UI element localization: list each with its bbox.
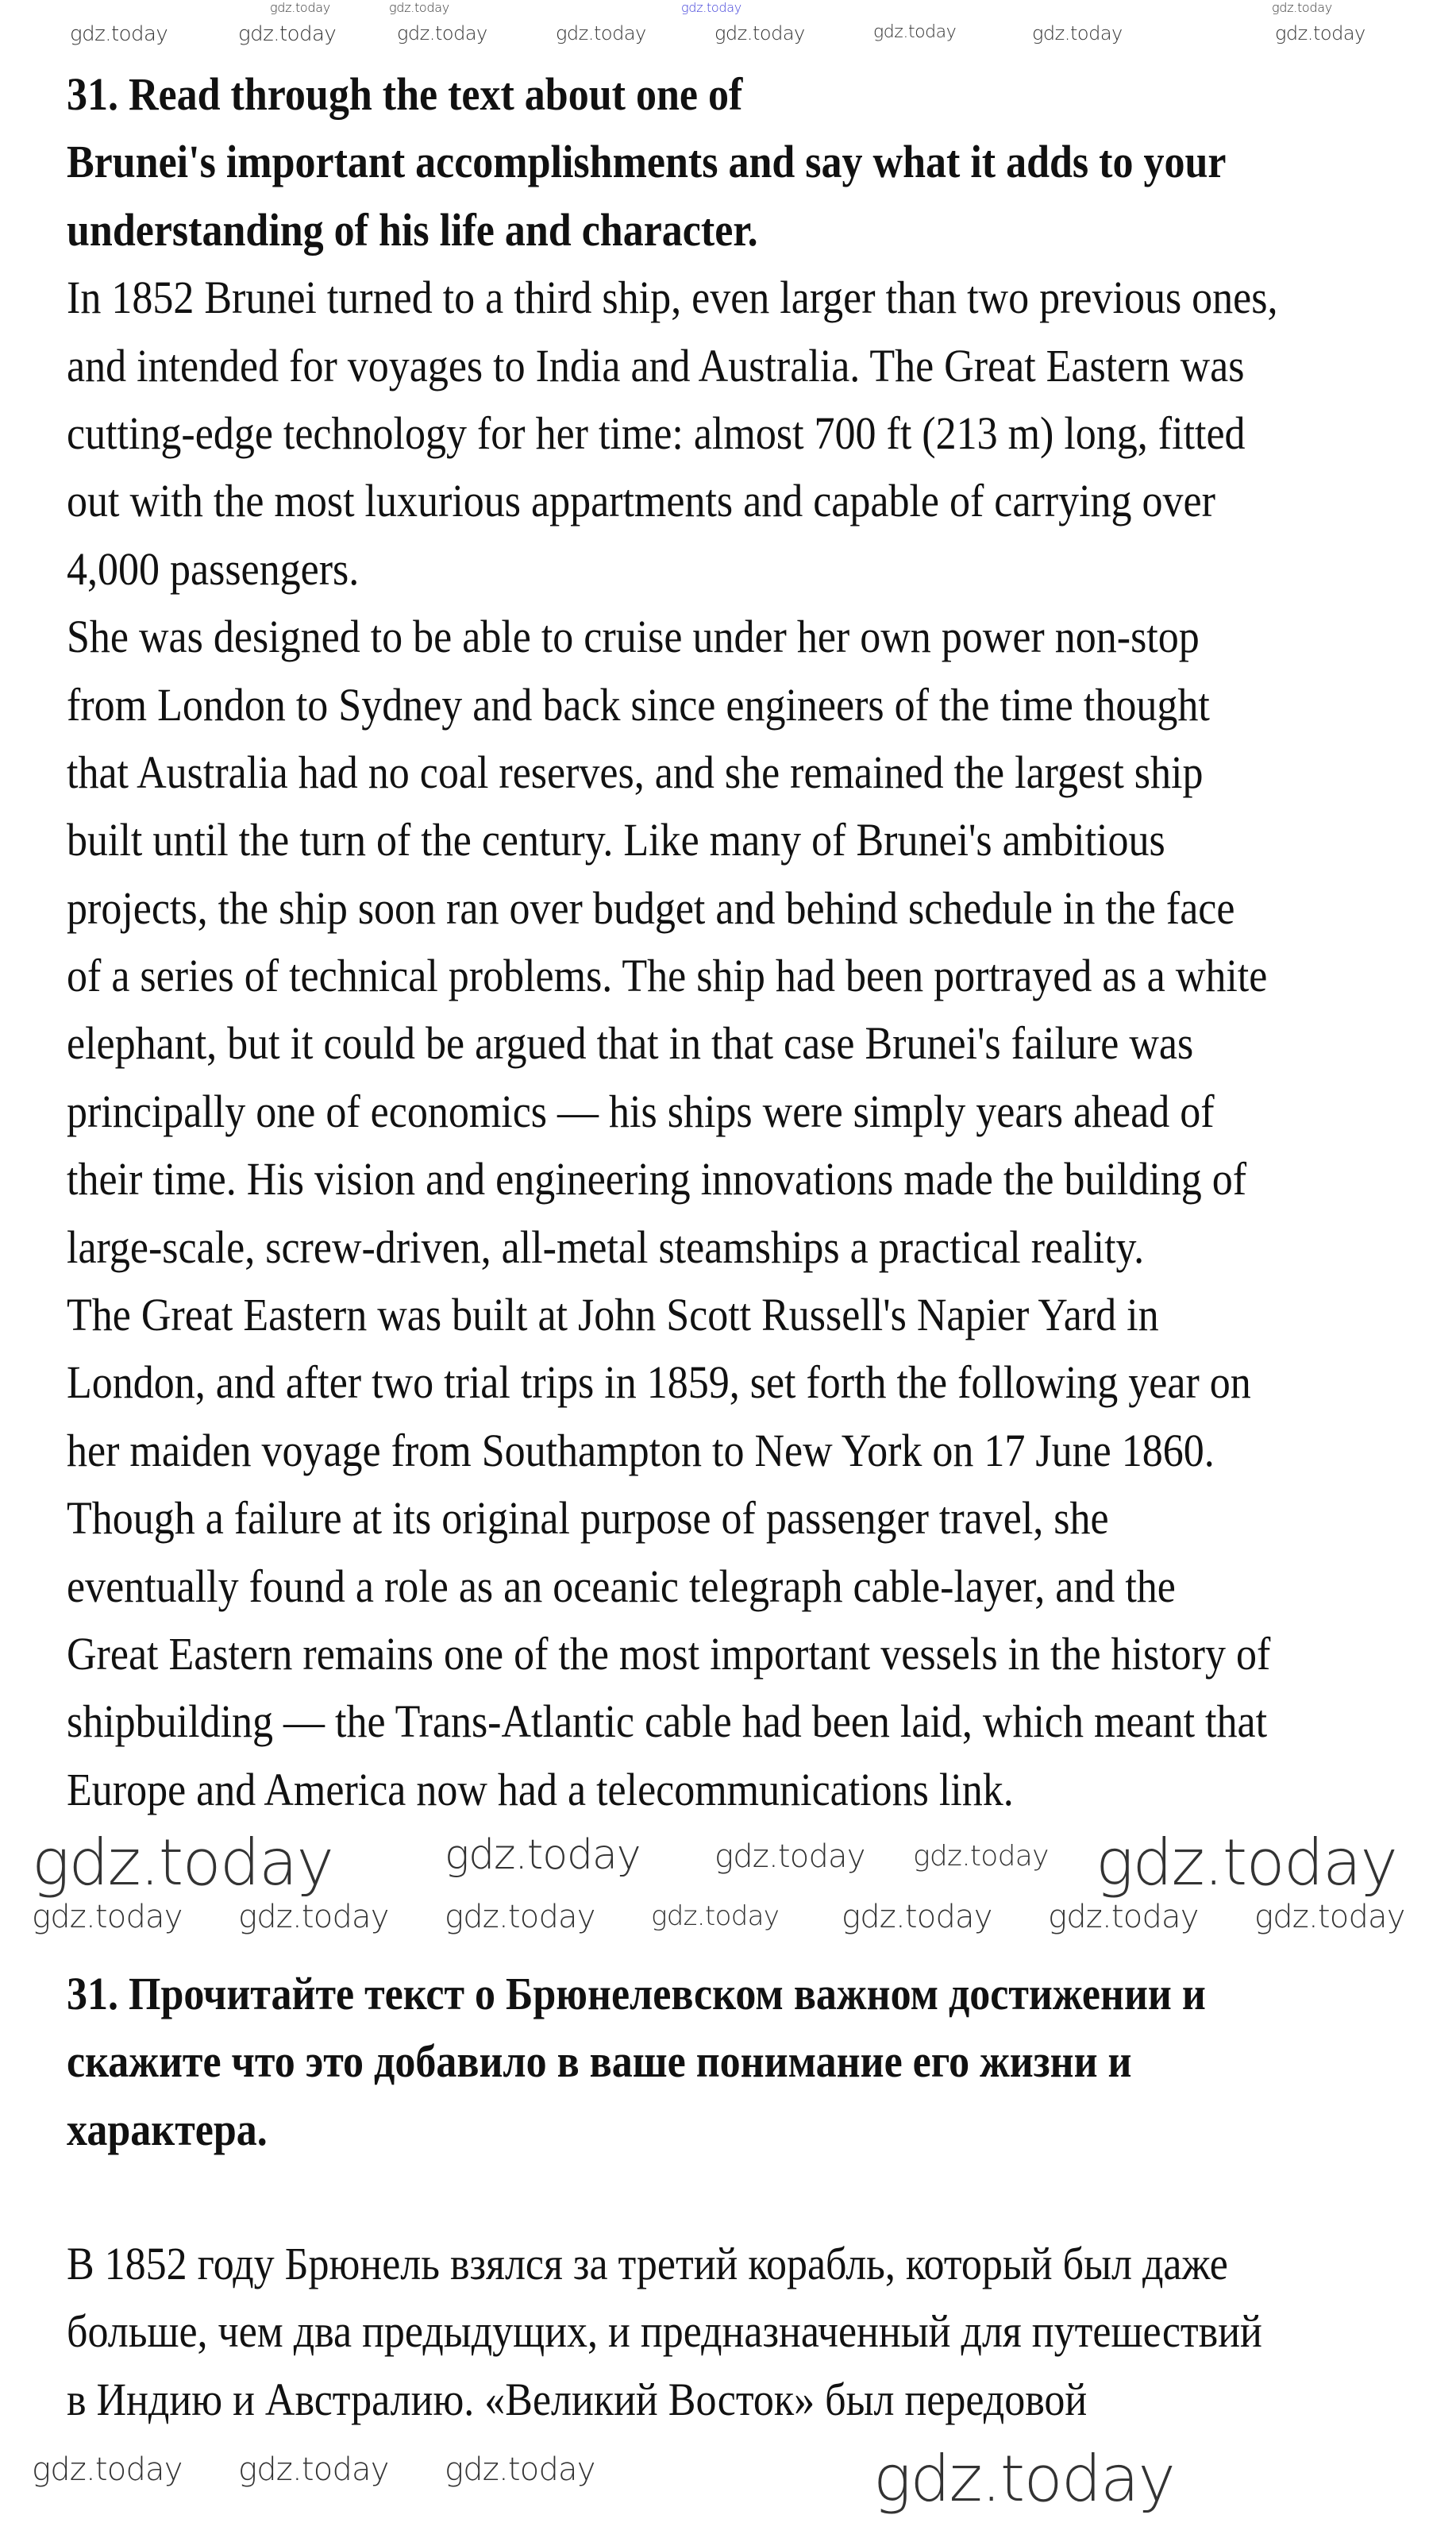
english-body-line: shipbuilding — the Trans-Atlantic cable had been laid, which meant that xyxy=(67,1696,1268,1748)
english-body-line: projects, the ship soon ran over budget and behind schedule in the face xyxy=(67,883,1235,935)
english-body-line: eventually found a role as an oceanic telegraph cable-layer, and the xyxy=(67,1561,1176,1612)
english-body-line: London, and after two trial trips in 1859, set forth the following year on xyxy=(67,1357,1251,1409)
watermark: gdz.today xyxy=(715,22,805,44)
watermark: gdz.today xyxy=(681,0,741,15)
english-body-line: cutting-edge technology for her time: almost 700 ft (213 m) long, fitted xyxy=(67,408,1246,460)
english-body-line: their time. His vision and engineering innovations made the building of xyxy=(67,1154,1247,1205)
russian-body-line: в Индию и Австралию. «Великий Восток» был передовой xyxy=(67,2374,1088,2426)
russian-heading xyxy=(67,1961,1206,2164)
watermark: gdz.today xyxy=(397,22,487,44)
english-body-line: out with the most luxurious appartments and capable of carrying over xyxy=(67,476,1215,527)
watermark: gdz.today xyxy=(238,22,337,46)
english-heading-line: Brunei's important accomplishments and say what it adds to your xyxy=(67,137,1227,188)
english-body-line: and intended for voyages to India and Australia. The Great Eastern was xyxy=(67,341,1245,392)
watermark: gdz.today xyxy=(389,0,449,15)
watermark: gdz.today xyxy=(238,1899,389,1935)
watermark: gdz.today xyxy=(913,1840,1049,1873)
english-body-line: In 1852 Brunei turned to a third ship, even larger than two previous ones, xyxy=(67,272,1278,324)
english-body-line: of a series of technical problems. The ship had been portrayed as a white xyxy=(67,951,1268,1002)
watermark: gdz.today xyxy=(32,2451,183,2488)
watermark: gdz.today xyxy=(32,1899,183,1935)
english-body-line: Europe and America now had a telecommunications link. xyxy=(67,1765,1014,1816)
english-heading-line: understanding of his life and character. xyxy=(67,205,758,256)
watermark: gdz.today xyxy=(1032,22,1123,44)
english-section xyxy=(67,61,1278,1824)
watermark: gdz.today xyxy=(1096,1826,1397,1900)
english-body-line: Great Eastern remains one of the most important vessels in the history of xyxy=(67,1629,1271,1680)
watermark: gdz.today xyxy=(70,22,168,46)
watermark: gdz.today xyxy=(32,1826,333,1900)
watermark: gdz.today xyxy=(445,1831,641,1879)
english-body-line: She was designed to be able to cruise under her own power non-stop xyxy=(67,611,1200,663)
russian-heading-line: 31. Прочитайте текст о Брюнелевском важном достижении и xyxy=(67,1969,1206,2020)
english-body-line: large-scale, screw-driven, all-metal steamships a practical reality. xyxy=(67,1222,1145,1274)
english-heading-line: 31. Read through the text about one of xyxy=(67,69,743,121)
russian-body-line: В 1852 году Брюнель взялся за третий корабль, который был даже xyxy=(67,2239,1228,2290)
english-body-line: Though a failure at its original purpose of passenger travel, she xyxy=(67,1493,1109,1545)
english-body-line: from London to Sydney and back since engineers of the time thought xyxy=(67,680,1210,731)
watermark: gdz.today xyxy=(1275,22,1365,44)
english-body-line: The Great Eastern was built at John Scott Russell's Napier Yard in xyxy=(67,1290,1159,1341)
english-body-line: that Australia had no coal reserves, and she remained the largest ship xyxy=(67,747,1204,799)
watermark: gdz.today xyxy=(1254,1899,1405,1935)
watermark: gdz.today xyxy=(556,22,646,44)
watermark: gdz.today xyxy=(715,1838,865,1875)
english-body-line: 4,000 passengers. xyxy=(67,544,360,596)
watermark: gdz.today xyxy=(651,1900,780,1932)
watermark: gdz.today xyxy=(873,22,957,42)
russian-heading-line: скажите что это добавило в ваше понимание его жизни и xyxy=(67,2036,1132,2088)
english-body-line: built until the turn of the century. Like many of Brunei's ambitious xyxy=(67,815,1165,866)
english-body-line: her maiden voyage from Southampton to New York on 17 June 1860. xyxy=(67,1425,1215,1477)
watermark: gdz.today xyxy=(270,0,330,15)
watermark: gdz.today xyxy=(445,2451,595,2488)
watermark: gdz.today xyxy=(842,1899,992,1935)
english-body-line: principally one of economics — his ships were simply years ahead of xyxy=(67,1086,1215,1138)
russian-heading-line: характера. xyxy=(67,2104,268,2156)
watermark: gdz.today xyxy=(445,1899,595,1935)
watermark: gdz.today xyxy=(873,2442,1175,2516)
russian-body-line: больше, чем два предыдущих, и предназначенный для путешествий xyxy=(67,2306,1262,2358)
watermark: gdz.today xyxy=(238,2451,389,2488)
watermark: gdz.today xyxy=(1272,0,1332,15)
watermark: gdz.today xyxy=(1048,1899,1199,1935)
russian-body xyxy=(67,2231,1262,2434)
english-body-line: elephant, but it could be argued that in that case Brunei's failure was xyxy=(67,1019,1194,1070)
